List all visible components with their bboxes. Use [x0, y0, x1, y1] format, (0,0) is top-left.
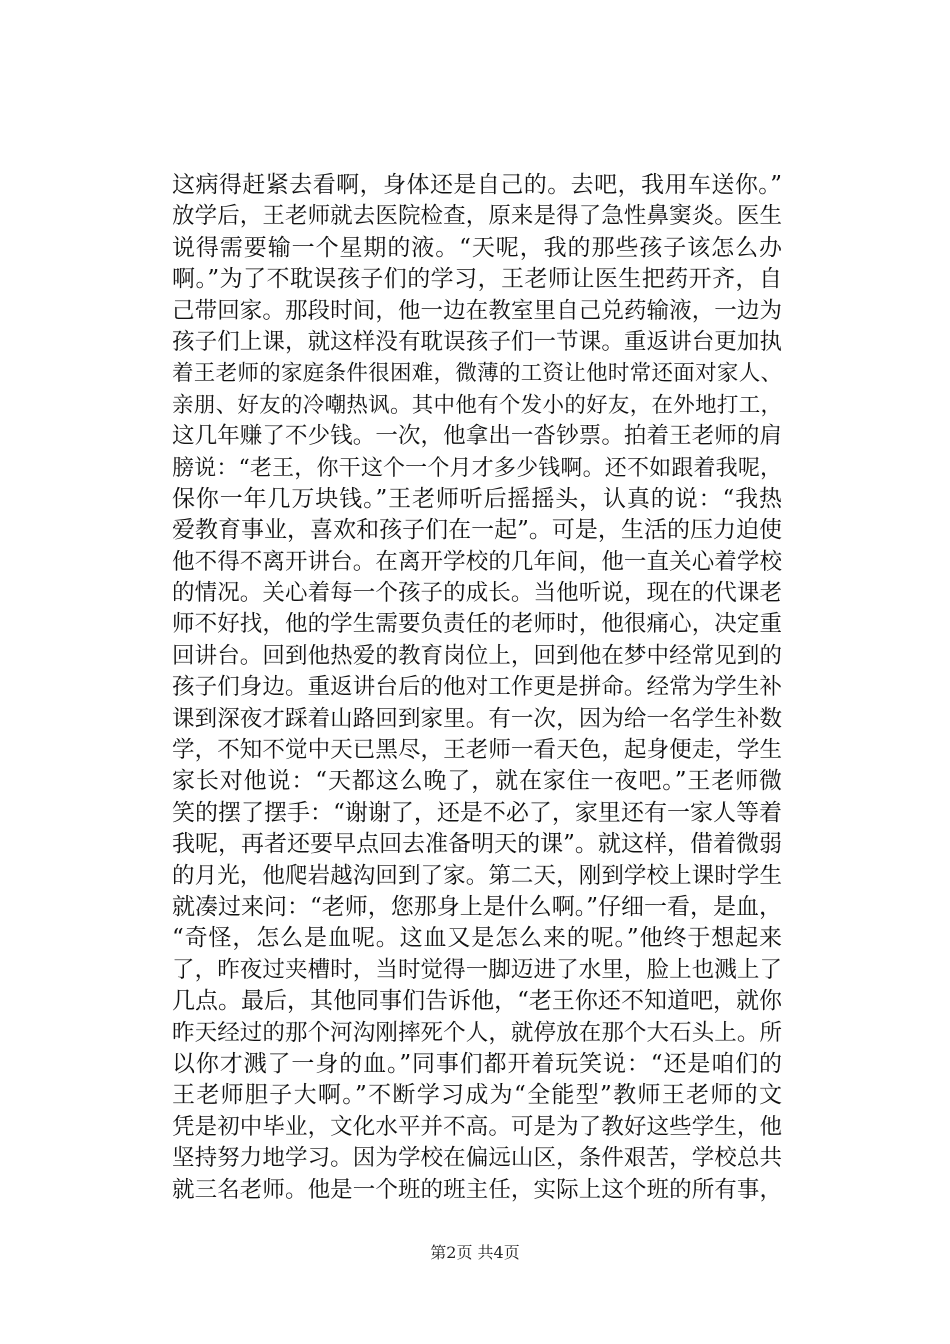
- text-line: 的月光，他爬岩越沟回到了家。第二天，刚到学校上课时学生: [172, 862, 782, 889]
- text-line: 家长对他说：“天都这么晚了，就在家住一夜吧。”王老师微: [172, 768, 782, 795]
- text-line: 王老师胆子大啊。”不断学习成为“全能型”教师王老师的文: [172, 1082, 782, 1109]
- body-text: [172, 170, 782, 1206]
- text-line: 说得需要输一个星期的液。“天呢，我的那些孩子该怎么办: [172, 234, 782, 261]
- text-line: 孩子们上课，就这样没有耽误孩子们一节课。重返讲台更加执: [172, 328, 782, 355]
- text-line: 膀说：“老王，你干这个一个月才多少钱啊。还不如跟着我呢，: [172, 455, 782, 481]
- page-number: 第2页 共4页: [430, 1243, 520, 1262]
- text-line: 就三名老师。他是一个班的班主任，实际上这个班的所有事，: [172, 1176, 782, 1203]
- text-line: 放学后，王老师就去医院检查，原来是得了急性鼻窦炎。医生: [172, 203, 782, 230]
- text-line: 以你才溅了一身的血。”同事们都开着玩笑说：“还是咱们的: [172, 1050, 782, 1077]
- text-line: 亲朋、好友的冷嘲热讽。其中他有个发小的好友，在外地打工，: [172, 392, 782, 418]
- text-line: 几点。最后，其他同事们告诉他，“老王你还不知道吧，就你: [172, 988, 782, 1015]
- text-line: 师不好找，他的学生需要负责任的老师时，他很痛心，决定重: [172, 611, 782, 638]
- text-line: 这病得赶紧去看啊，身体还是自己的。去吧，我用车送你。”: [172, 172, 782, 198]
- text-line: 我呢，再者还要早点回去准备明天的课”。就这样，借着微弱: [172, 831, 782, 858]
- text-line: 的情况。关心着每一个孩子的成长。当他听说，现在的代课老: [172, 580, 782, 607]
- text-line: 就凑过来问：“老师，您那身上是什么啊。”仔细一看，是血，: [172, 893, 783, 920]
- text-line: 己带回家。那段时间，他一边在教室里自己兑药输液，一边为: [172, 297, 782, 324]
- text-line: 啊。”为了不耽误孩子们的学习，王老师让医生把药开齐，自: [172, 266, 782, 293]
- text-line: 了，昨夜过夹槽时，当时觉得一脚迈进了水里，脸上也溅上了: [172, 956, 782, 983]
- page-footer: [0, 1243, 950, 1263]
- text-line: 学，不知不觉中天已黑尽，王老师一看天色，起身便走，学生: [172, 737, 782, 764]
- text-line: 爱教育事业，喜欢和孩子们在一起”。可是，生活的压力迫使: [172, 517, 782, 544]
- text-line: 凭是初中毕业，文化水平并不高。可是为了教好这些学生，他: [172, 1113, 782, 1140]
- text-line: 着王老师的家庭条件很困难，微薄的工资让他时常还面对家人、: [172, 361, 782, 387]
- text-line: 昨天经过的那个河沟刚摔死个人，就停放在那个大石头上。所: [172, 1019, 782, 1046]
- text-line: 笑的摆了摆手：“谢谢了，还是不必了，家里还有一家人等着: [172, 799, 782, 826]
- text-line: 回讲台。回到他热爱的教育岗位上，回到他在梦中经常见到的: [172, 642, 782, 669]
- text-line: 课到深夜才踩着山路回到家里。有一次，因为给一名学生补数: [172, 705, 782, 732]
- text-line: 坚持努力地学习。因为学校在偏远山区，条件艰苦，学校总共: [172, 1145, 782, 1172]
- text-line: 保你一年几万块钱。”王老师听后摇摇头，认真的说：“我热: [172, 485, 782, 512]
- text-line: 他不得不离开讲台。在离开学校的几年间，他一直关心着学校: [172, 548, 782, 575]
- text-line: “奇怪，怎么是血呢。这血又是怎么来的呢。”他终于想起来: [172, 925, 782, 952]
- text-line: 孩子们身边。重返讲台后的他对工作更是拼命。经常为学生补: [172, 674, 782, 701]
- text-line: 这几年赚了不少钱。一次，他拿出一沓钞票。拍着王老师的肩: [172, 423, 782, 450]
